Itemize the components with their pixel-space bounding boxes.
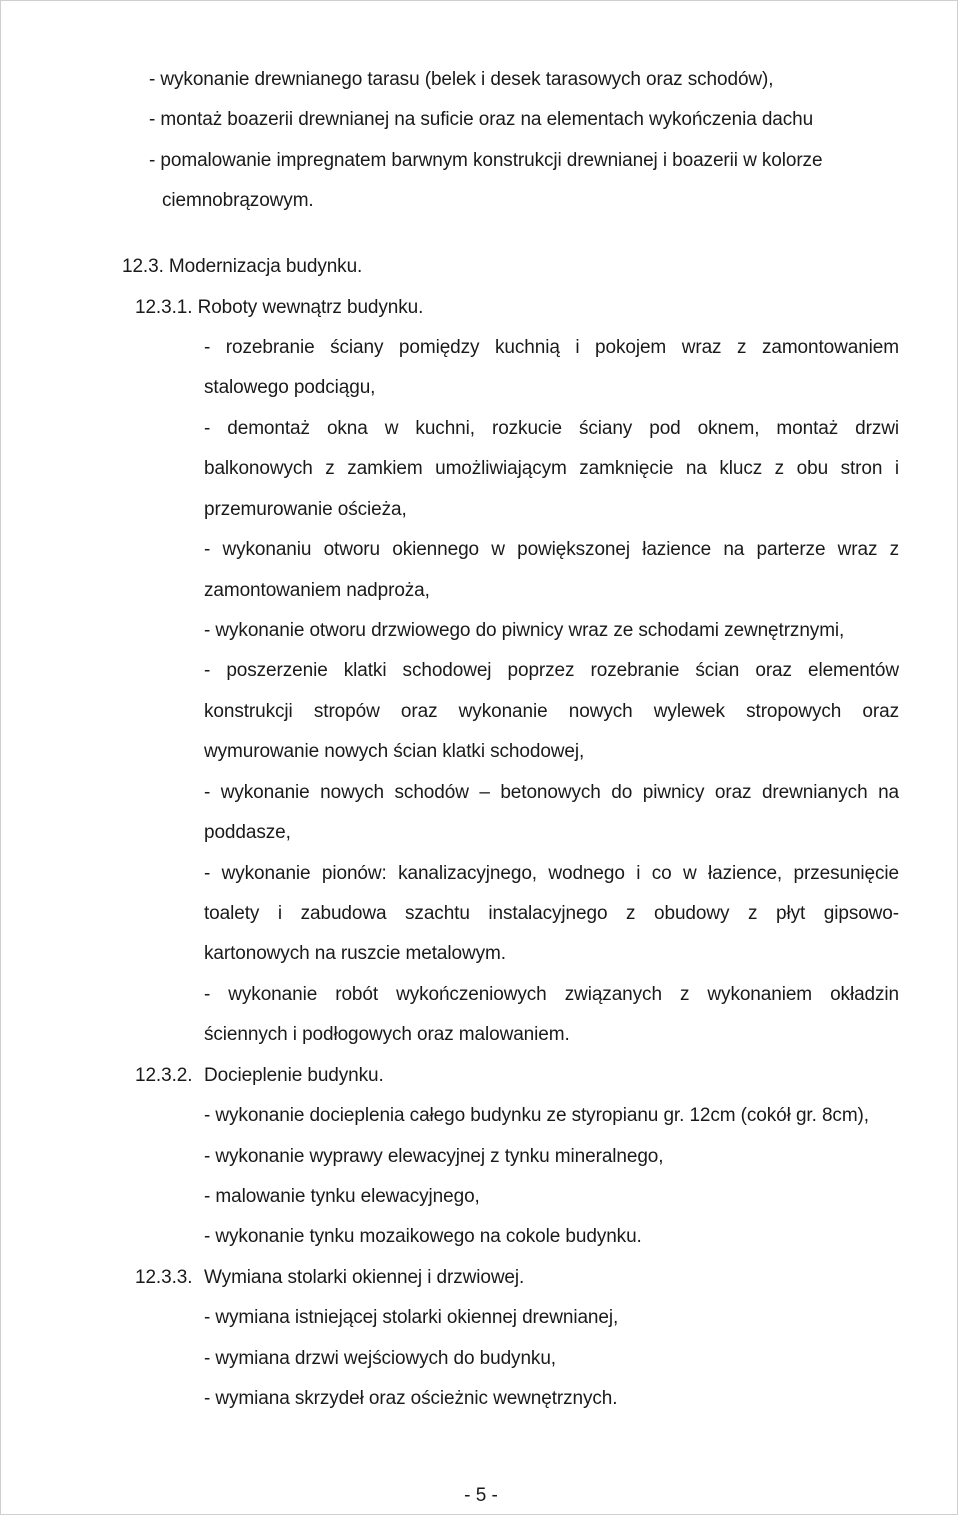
list-item: - wykonanie robót wykończeniowych związanych z wykonaniem okładzin xyxy=(204,984,899,1005)
list-item: konstrukcji stropów oraz wykonanie nowych wylewek stropowych oraz xyxy=(204,701,899,722)
list-item: wymurowanie nowych ścian klatki schodowej, xyxy=(204,741,585,762)
intro-line: - wykonanie drewnianego tarasu (belek i desek tarasowych oraz schodów), xyxy=(149,69,774,90)
list-item: - demontaż okna w kuchni, rozkucie ściany pod oknem, montaż drzwi xyxy=(204,418,899,439)
subsection-heading: 12.3.1. Roboty wewnątrz budynku. xyxy=(135,297,424,318)
list-item: - wymiana istniejącej stolarki okiennej drewnianej, xyxy=(204,1307,619,1328)
list-item: - wymiana skrzydeł oraz ościeżnic wewnętrznych. xyxy=(204,1388,618,1409)
page-number: - 5 - xyxy=(464,1485,498,1506)
section-heading: 12.3. Modernizacja budynku. xyxy=(122,256,363,277)
subsection-title: Docieplenie budynku. xyxy=(204,1065,384,1086)
list-item: - rozebranie ściany pomiędzy kuchnią i pokojem wraz z zamontowaniem xyxy=(204,337,899,358)
list-item: przemurowanie ościeża, xyxy=(204,499,407,520)
list-item: toalety i zabudowa szachtu instalacyjnego z obudowy z płyt gipsowo- xyxy=(204,903,899,924)
list-item: - wykonanie otworu drzwiowego do piwnicy wraz ze schodami zewnętrznymi, xyxy=(204,620,845,641)
list-item: - wykonaniu otworu okiennego w powiększonej łazience na parterze wraz z xyxy=(204,539,899,560)
subsection-number: 12.3.2. xyxy=(135,1065,193,1086)
intro-line: ciemnobrązowym. xyxy=(162,190,314,211)
subsection-number: 12.3.3. xyxy=(135,1267,193,1288)
list-item: ściennych i podłogowych oraz malowaniem. xyxy=(204,1024,570,1045)
list-item: zamontowaniem nadproża, xyxy=(204,580,430,601)
intro-line: - montaż boazerii drewnianej na suficie oraz na elementach wykończenia dachu xyxy=(149,109,814,130)
list-item: kartonowych na ruszcie metalowym. xyxy=(204,943,506,964)
list-item: - wykonanie wyprawy elewacyjnej z tynku mineralnego, xyxy=(204,1146,664,1167)
intro-line: - pomalowanie impregnatem barwnym konstrukcji drewnianej i boazerii w kolorze xyxy=(149,150,823,171)
list-item: - wykonanie docieplenia całego budynku ze styropianu gr. 12cm (cokół gr. 8cm), xyxy=(204,1105,869,1126)
list-item: stalowego podciągu, xyxy=(204,377,376,398)
list-item: - wykonanie nowych schodów – betonowych do piwnicy oraz drewnianych na xyxy=(204,782,899,803)
list-item: - wykonanie pionów: kanalizacyjnego, wodnego i co w łazience, przesunięcie xyxy=(204,863,899,884)
list-item: poddasze, xyxy=(204,822,291,843)
list-item: balkonowych z zamkiem umożliwiającym zamknięcie na klucz z obu stron i xyxy=(204,458,899,479)
list-item: - wykonanie tynku mozaikowego na cokole budynku. xyxy=(204,1226,642,1247)
list-item: - malowanie tynku elewacyjnego, xyxy=(204,1186,480,1207)
list-item: - poszerzenie klatki schodowej poprzez rozebranie ścian oraz elementów xyxy=(204,660,899,681)
list-item: - wymiana drzwi wejściowych do budynku, xyxy=(204,1348,556,1369)
subsection-title: Wymiana stolarki okiennej i drzwiowej. xyxy=(204,1267,525,1288)
